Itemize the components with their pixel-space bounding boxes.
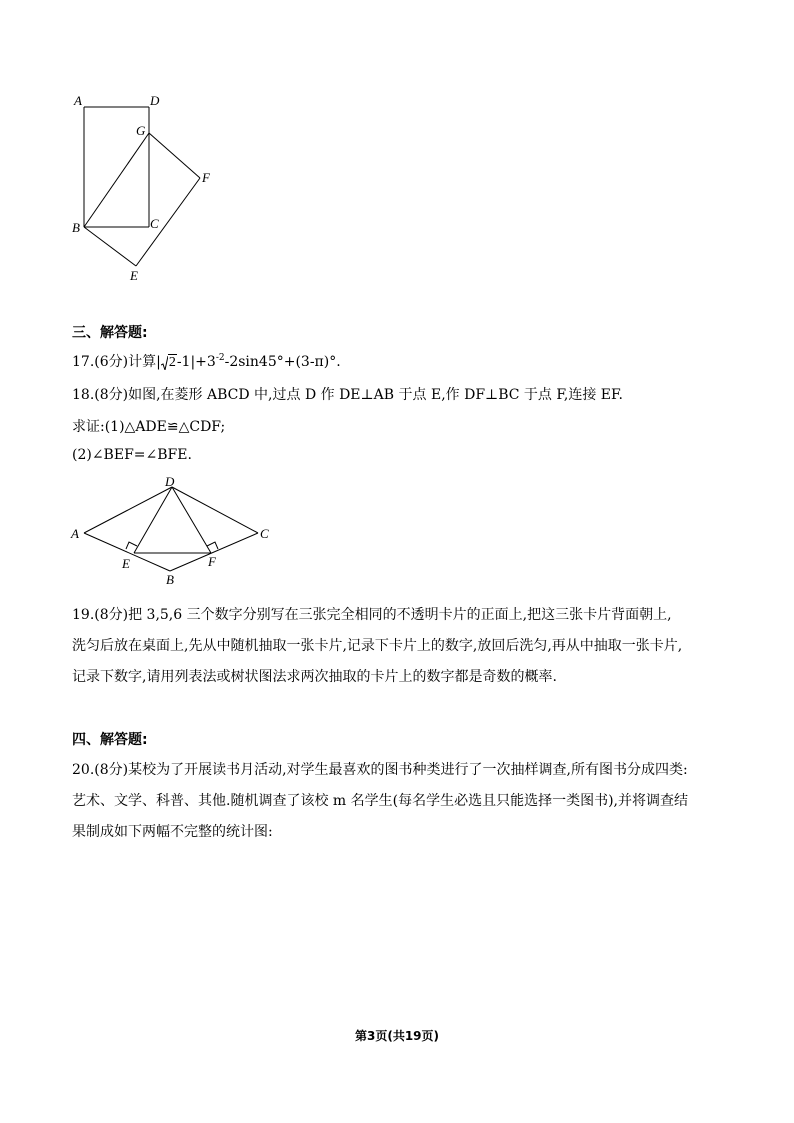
question-17: [72, 351, 341, 371]
segment-BE: [84, 227, 136, 266]
question-19-line-2: 洗匀后放在桌面上,先从中随机抽取一张卡片,记录下卡片上的数字,放回后洗匀,再从中抽取一张卡片,: [72, 638, 683, 654]
q17-rest: -2sin45°+(3-π)°.: [224, 354, 341, 370]
label-B: B: [72, 220, 80, 235]
question-19-line-1: 19.(8分)把 3,5,6 三个数字分别写在三张完全相同的不透明卡片的正面上,把这三张卡片背面朝上,: [72, 607, 672, 623]
label-D: D: [150, 93, 160, 108]
question-20-line-1: 20.(8分)某校为了开展读书月活动,对学生最喜欢的图书种类进行了一次抽样调查,所有图书分成四类:: [72, 762, 688, 778]
label-F: F: [202, 170, 210, 185]
label-B: B: [166, 572, 174, 587]
sqrt-symbol: [161, 354, 177, 371]
label-E: E: [130, 268, 138, 283]
q17-minus-one: -1|+3: [176, 354, 216, 370]
right-angle-mark-E: [126, 542, 137, 549]
label-A: A: [71, 526, 79, 541]
q17-exponent: -2: [215, 353, 225, 363]
right-angle-mark-F: [207, 542, 218, 549]
segment-FE: [136, 178, 200, 266]
label-D: D: [165, 474, 175, 489]
question-18-line-1: 18.(8分)如图,在菱形 ABCD 中,过点 D 作 DE⊥AB 于点 E,作 DF⊥BC 于点 F,连接 EF.: [72, 387, 623, 403]
label-C: C: [260, 526, 269, 541]
question-20-line-2: 艺术、文学、科普、其他.随机调查了该校 m 名学生(每名学生必选且只能选择一类图书),并将调查结: [72, 793, 688, 809]
label-A: A: [74, 93, 82, 108]
question-18-line-2: 求证:(1)△ADE≌△CDF;: [72, 419, 226, 435]
label-E: E: [122, 556, 130, 571]
page-footer: 第3页(共19页): [354, 1029, 440, 1043]
q17-prefix: 17.(6分)计算|: [72, 354, 161, 370]
label-G: G: [136, 123, 146, 138]
sqrt-radicand: 2: [168, 355, 176, 370]
section-3-heading: 三、解答题:: [72, 325, 148, 341]
label-C: C: [150, 216, 159, 231]
figure-rhombus: [66, 472, 286, 592]
question-19-line-3: 记录下数字,请用列表法或树状图法求两次抽取的卡片上的数字都是奇数的概率.: [72, 669, 557, 685]
segment-GF: [149, 133, 200, 178]
figure-rectangle-square: [60, 90, 230, 290]
label-F: F: [208, 554, 216, 569]
segment-DC: [172, 487, 258, 533]
segment-BG: [84, 133, 149, 227]
question-20-line-3: 果制成如下两幅不完整的统计图:: [72, 824, 273, 840]
question-18-line-3: (2)∠BEF=∠BFE.: [72, 447, 192, 463]
section-4-heading: 四、解答题:: [72, 732, 148, 748]
